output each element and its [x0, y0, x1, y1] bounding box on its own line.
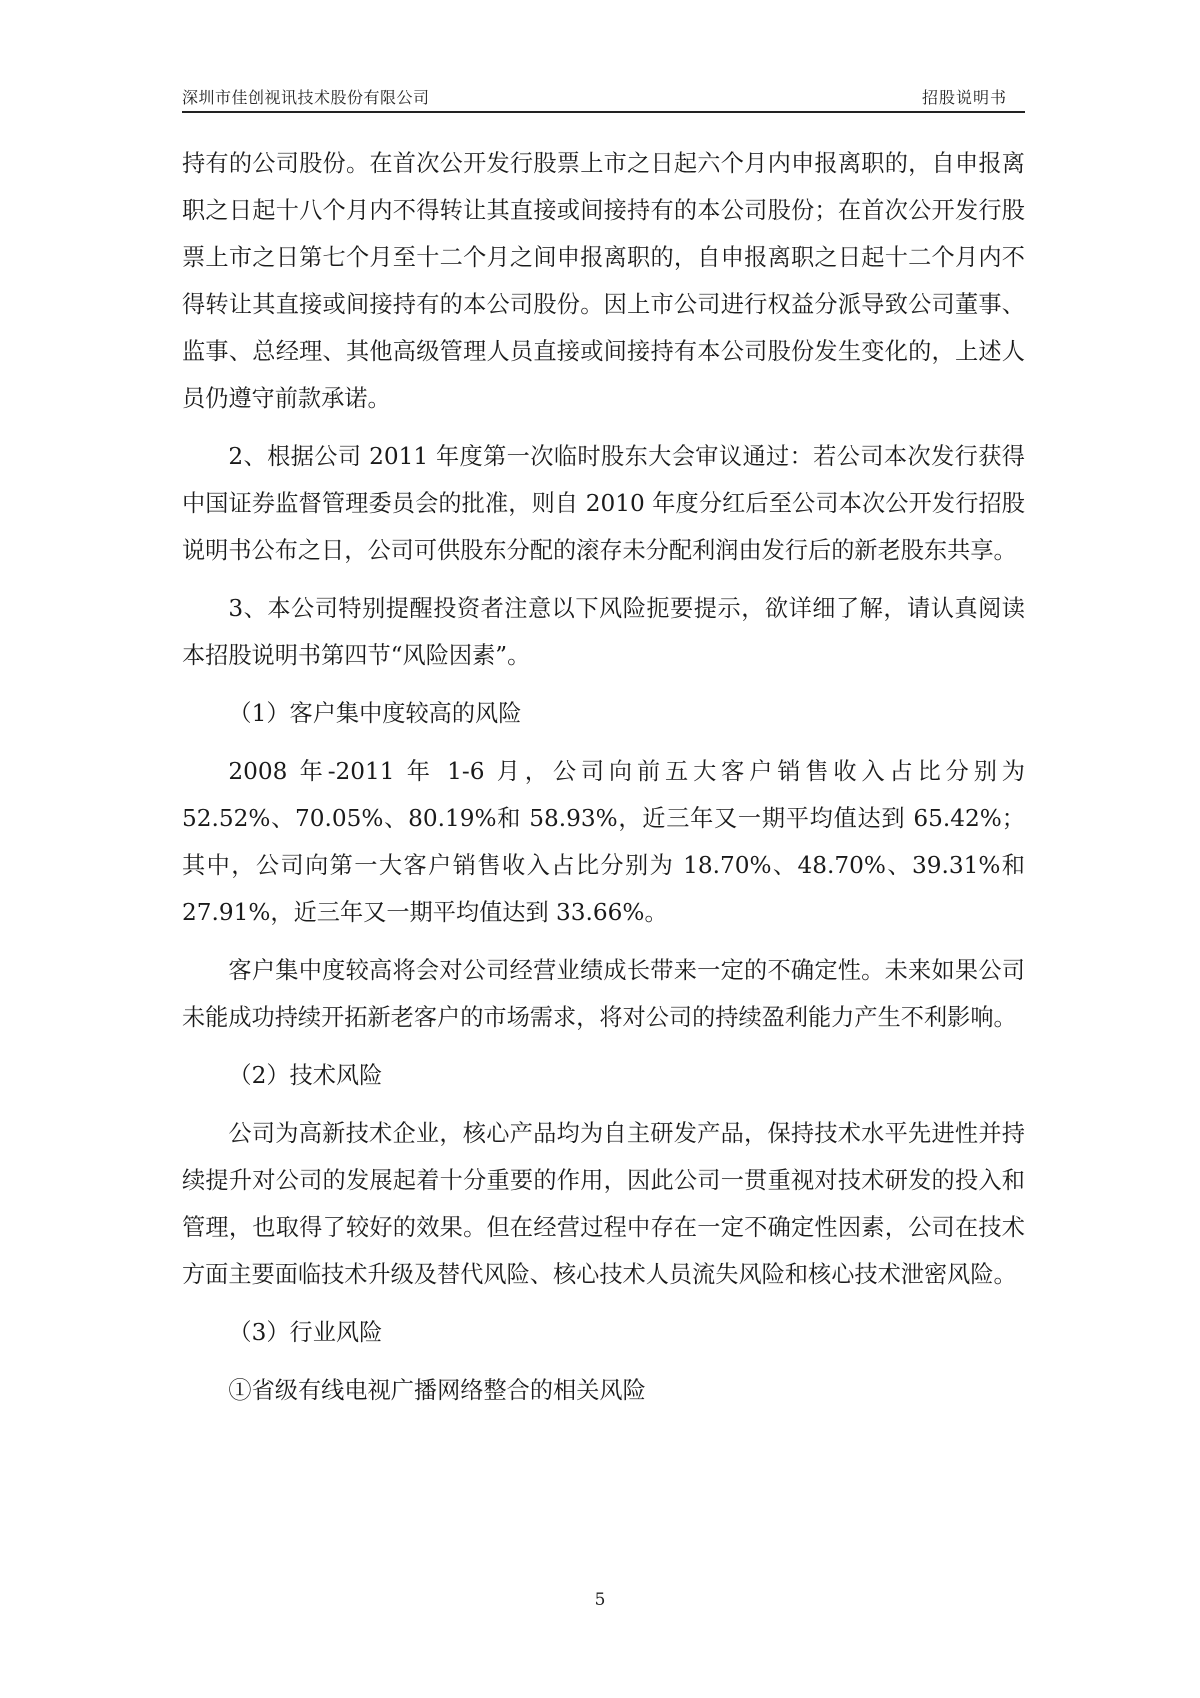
paragraph-continued: 持有的公司股份。在首次公开发行股票上市之日起六个月内申报离职的，自申报离职之日起十八个月内不得转让其直接或间接持有的本公司股份；在首次公开发行股票上市之日第七个月至十二个月之间申报离职的，自申报离职之日起十二个月内不得转让其直接或间接持有的本公司股份。因上市公司进行权益分派导致公司董事、监事、总经理、其他高级管理人员直接或间接持有本公司股份发生变化的，上述人员仍遵守前款承诺。 [182, 150, 1025, 412]
section-heading-customer-concentration-risk: （1）客户集中度较高的风险 [228, 700, 522, 727]
header-document-type: 招股说明书 [921, 88, 1007, 107]
section-heading-technology-risk: （2）技术风险 [228, 1062, 383, 1089]
header-divider [182, 111, 1025, 113]
paragraph-item-3: 3、本公司特别提醒投资者注意以下风险扼要提示，欲详细了解，请认真阅读本招股说明书第四节“风险因素”。 [182, 595, 1025, 669]
subsection-heading-network-integration-risk: ①省级有线电视广播网络整合的相关风险 [228, 1377, 646, 1404]
paragraph-customer-uncertainty: 客户集中度较高将会对公司经营业绩成长带来一定的不确定性。未来如果公司未能成功持续开拓新老客户的市场需求，将对公司的持续盈利能力产生不利影响。 [182, 957, 1025, 1031]
header-company-name: 深圳市佳创视讯技术股份有限公司 [182, 88, 430, 107]
page-header [182, 83, 1025, 111]
paragraph-customer-ratio: 2008 年-2011 年 1-6 月，公司向前五大客户销售收入占比分别为 52.52%、70.05%、80.19%和 58.93%，近三年又一期平均值达到 65.42%；其中，公司向第一大客户销售收入占比分别为 18.70%、48.70%、39.31%和 27.91%，近三年又一期平均值达到 33.66%。 [182, 758, 1025, 926]
paragraph-item-2: 2、根据公司 2011 年度第一次临时股东大会审议通过：若公司本次发行获得中国证券监督管理委员会的批准，则自 2010 年度分红后至公司本次公开发行招股说明书公布之日，公司可供股东分配的滚存未分配利润由发行后的新老股东共享。 [182, 443, 1025, 564]
paragraph-technology-risk: 公司为高新技术企业，核心产品均为自主研发产品，保持技术水平先进性并持续提升对公司的发展起着十分重要的作用，因此公司一贯重视对技术研发的投入和管理，也取得了较好的效果。但在经营过程中存在一定不确定性因素，公司在技术方面主要面临技术升级及替代风险、核心技术人员流失风险和核心技术泄密风险。 [182, 1120, 1025, 1288]
page-number: 5 [594, 1590, 606, 1610]
document-body [182, 140, 1025, 1414]
section-heading-industry-risk: （3）行业风险 [228, 1319, 383, 1346]
